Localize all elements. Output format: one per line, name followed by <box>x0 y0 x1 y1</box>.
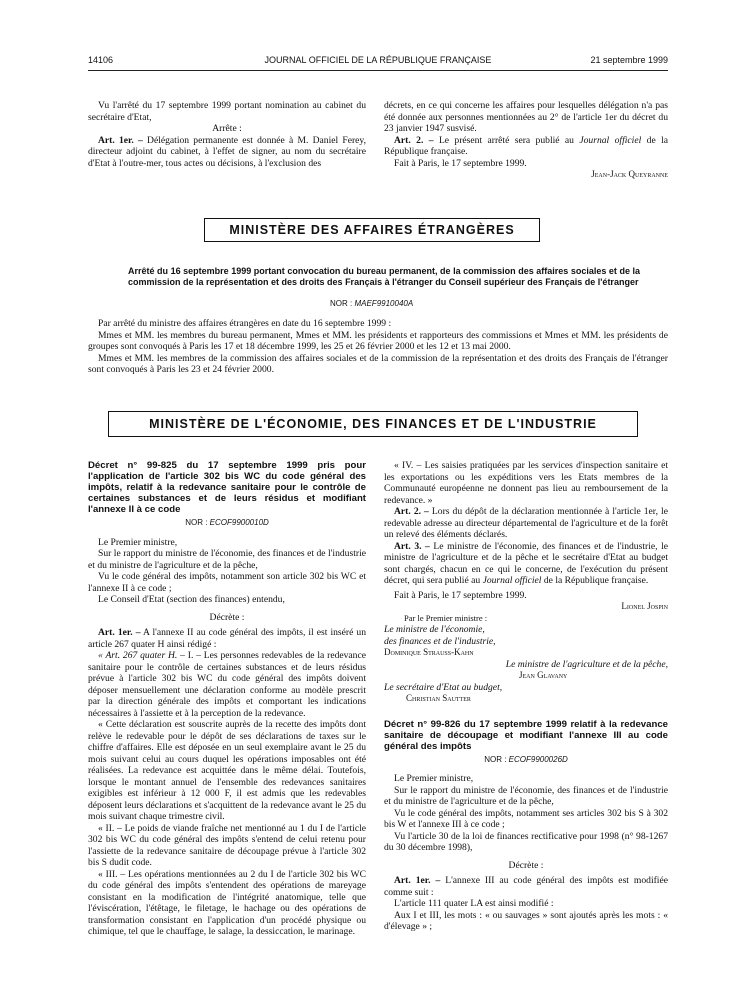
article-text: A l'annexe II au code général des impôts, il est inséré un article 267 quater H ainsi rédigé : <box>88 627 366 650</box>
paragraph: Le Premier ministre, <box>394 773 474 784</box>
article-text: Le présent arrêté sera publié au <box>438 134 574 146</box>
paragraph: Vu le code général des impôts, notamment son article 302 bis WC et l'annexe II à ce code ; <box>88 571 366 594</box>
ministry-heading-box <box>204 218 540 242</box>
top-right-column <box>384 100 668 181</box>
paragraph: Vu le code général des impôts, notamment ses articles 302 bis S à 302 bis W et l'annexe III à ce code ; <box>384 807 668 830</box>
nor-reference <box>384 754 668 766</box>
decret-title: Décret n° 99-825 du 17 septembre 1999 pris pour l'application de l'article 302 bis WC du code général des impôts, relatif à la redevance sanitaire pour le contrôle de certaines substances et de leurs résidus et modifiant l'annexe II à ce code <box>88 460 366 515</box>
nor-label: NOR : <box>484 754 507 764</box>
signature: Christian Sautter <box>406 693 471 703</box>
paragraph: Sur le rapport du ministre de l'économie, des finances et de l'industrie et du ministre de l'agriculture et de la pêche, <box>384 784 668 807</box>
article-text: Délégation permanente est donnée à M. Daniel Ferey, directeur adjoint du cabinet, à l'effet de signer, au nom du secrétaire d'Etat à l'outre-mer, tous actes ou décisions, à l'exclusion des <box>88 134 366 169</box>
decret-continued-column <box>384 460 668 933</box>
minister-title: des finances et de l'industrie, <box>384 635 496 647</box>
journal-name: Journal officiel <box>482 575 542 586</box>
signature: Lionel Jospin <box>621 601 668 611</box>
article-text-end: de la République française. <box>384 134 669 157</box>
par-premier-ministre: Par le Premier ministre : <box>404 612 488 623</box>
article-text: L'annexe III au code général des impôts est modifiée comme suit : <box>384 875 668 898</box>
nor-reference <box>88 517 366 529</box>
article-1-paragraph <box>88 627 366 650</box>
article-label: Art. 1er. – <box>98 627 141 638</box>
decrete-heading: Décrète : <box>508 859 544 871</box>
nor-label: NOR : <box>330 299 353 308</box>
article-text-end: de la République française. <box>543 575 649 586</box>
ministry1-body <box>88 318 668 376</box>
article-3-paragraph <box>384 541 668 587</box>
nor-label: NOR : <box>185 518 208 527</box>
quoted-paragraph: « Cette déclaration est souscrite auprès de la recette des impôts dont relève le redevable pour le dépôt de ses déclarations de taxes sur le chiffre d'affaires. Elle est déposée en un seul exemplaire avant le 25 du mois suivant celui au cours duquel les opérations imposables ont été réalisées. La redevance est acquittée dans le même délai. Toutefois, lorsque le montant annuel de l'ensemble des redevances sanitaires exigibles est inférieur à 12 000 F, il est admis que les redevables déposent leurs déclarations et s'acquittent de la redevance avant le 25 du mois suivant chaque trimestre civil. <box>88 719 366 822</box>
signature: Dominique Strauss-Kahn <box>384 647 474 657</box>
paragraph: Par arrêté du ministre des affaires étrangères en date du 16 septembre 1999 : <box>98 318 392 329</box>
issue-date: 21 septembre 1999 <box>590 55 668 65</box>
journal-title: JOURNAL OFFICIEL DE LA RÉPUBLIQUE FRANÇAISE <box>264 55 492 65</box>
article-label: Art. 1er. – <box>98 134 143 146</box>
article-label: Art. 1er. – <box>394 875 441 886</box>
article-label: Art. 2. – <box>394 506 429 517</box>
paragraph: Mmes et MM. les membres de la commission des affaires sociales et de la commission de la représentation et des droits des Français de l'étranger sont convoqués à Paris les 23 et 24 février 2000. <box>88 352 668 375</box>
paragraph: Vu l'article 30 de la loi de finances rectificative pour 1998 (n° 98-1267 du 30 décembre 1998), <box>384 830 668 853</box>
nor-code: ECOF9900010D <box>209 518 269 527</box>
signature: Jean Glavany <box>519 670 568 680</box>
article-2-paragraph <box>384 135 668 158</box>
paragraph: Aux I et III, les mots : « ou sauvages » sont ajoutés après les mots : « d'élevage » ; <box>384 909 668 932</box>
paragraph: L'article 111 quater LA est ainsi modifié : <box>394 898 554 909</box>
signature: Jean-Jack Queyranne <box>591 169 668 179</box>
article-text: Lors du dépôt de la déclaration mentionnée à l'article 1er, le redevable adresse au directeur départemental de l'agriculture et de la forêt un relevé des éléments déclarés. <box>384 506 668 540</box>
arrete-heading: Arrête : <box>212 123 242 134</box>
quoted-paragraph: « IV. – Les saisies pratiquées par les services d'inspection sanitaire et les exportations ou les expéditions vers les Etats membres de la Communauté européenne ne donnent pas lieu au remboursement de la redevance. » <box>384 460 668 506</box>
top-left-column <box>88 100 366 169</box>
arrete-title: Arrêté du 16 septembre 1999 portant convocation du bureau permanent, de la commission des affaires sociales et de la commission de la représentation et des droits des Français à l'étranger du Conseil supérieur des Français de l'étranger <box>128 266 640 287</box>
fait-a-paris: Fait à Paris, le 17 septembre 1999. <box>394 157 527 169</box>
quoted-text: I. – Les personnes redevables de la redevance sanitaire pour le contrôle de certaines substances et de leurs résidus prévue à l'article 302 bis WC du code général des impôts doivent déposer mensuellement une déclaration conforme au modèle prescrit par la direction générale des impôts et comportant les indications nécessaires à l'assiette et à la perception de la redevance. <box>88 650 366 719</box>
journal-name: Journal officiel <box>579 134 642 146</box>
decrete-heading: Décrète : <box>209 611 245 623</box>
quoted-paragraph: « III. – Les opérations mentionnées au 2 du I de l'article 302 bis WC du code général des impôts s'entendent des opérations de mareyage consistant en la modification de l'intégrité anatomique, telle que l'éviscération, l'étêtage, le filetage, le hachage ou des opérations de transformation consistant en l'application d'un procédé physique ou chimique, tel que le chauffage, le salage, la dessiccation, le marinage. <box>88 868 366 937</box>
minister-title: Le ministre de l'économie, <box>384 624 485 635</box>
paragraph: Sur le rapport du ministre de l'économie, des finances et de l'industrie et du ministre de l'agriculture et de la pêche, <box>88 548 366 571</box>
quoted-article-label: « Art. 267 quater H. – <box>98 650 185 661</box>
paragraph: Mmes et MM. les membres du bureau permanent, Mmes et MM. les présidents et rapporteurs des commissions et Mmes et MM. les présidents de groupes sont convoqués à Paris les 17 et 18 décembre 1999, les 25 et 26 février 2000 et les 12 et 13 mai 2000. <box>88 329 668 352</box>
nor-code: ECOF9900026D <box>508 754 568 764</box>
article-2-paragraph <box>384 506 668 541</box>
continuation-paragraph: décrets, en ce qui concerne les affaires pour lesquelles délégation n'a pas été donnée aux personnes mentionnées au 2° de l'article 1er du décret du 23 janvier 1947 susvisé. <box>384 100 668 134</box>
quoted-paragraph <box>88 650 366 719</box>
vu-paragraph: Vu l'arrêté du 17 septembre 1999 portant nomination au cabinet du secrétaire d'Etat, <box>88 100 366 123</box>
fait-a-paris: Fait à Paris, le 17 septembre 1999. <box>394 589 527 601</box>
article-text: Le ministre de l'économie, des finances et de l'industrie, le ministre de l'agriculture et de la pêche et le secrétaire d'Etat au budget sont chargés, chacun en ce qui le concerne, de l'exécution du présent décret, qui sera publié au <box>384 540 668 586</box>
article-1-paragraph <box>88 135 366 170</box>
page-number: 14106 <box>88 55 114 65</box>
quoted-paragraph: « II. – Le poids de viande fraîche net mentionné au 1 du I de l'article 302 bis WC du code général des impôts s'entend de celui retenu pour l'assiette de la redevance sanitaire de découpage prévue à l'article 302 bis S dudit code. <box>88 822 366 868</box>
nor-reference <box>330 299 413 308</box>
decret-title: Décret n° 99-826 du 17 septembre 1999 relatif à la redevance sanitaire de découpage et modifiant l'annexe III au code général des impôts <box>384 718 668 752</box>
ministry-title: MINISTÈRE DES AFFAIRES ÉTRANGÈRES <box>229 223 515 237</box>
ministry-title: MINISTÈRE DE L'ÉCONOMIE, DES FINANCES ET DE L'INDUSTRIE <box>149 417 597 431</box>
paragraph: Le Conseil d'Etat (section des finances) entendu, <box>98 594 285 605</box>
paragraph: Le Premier ministre, <box>98 536 178 548</box>
article-label: Art. 2. – <box>394 134 434 146</box>
page-header <box>88 55 668 69</box>
header-rule <box>88 70 668 71</box>
decret-1-column <box>88 460 366 938</box>
nor-code: MAEF9910040A <box>354 299 414 308</box>
article-1-paragraph <box>384 875 668 898</box>
minister-title: Le ministre de l'agriculture et de la pêche, <box>505 658 668 670</box>
minister-title: Le secrétaire d'Etat au budget, <box>384 681 503 693</box>
article-label: Art. 3. – <box>394 540 430 552</box>
ministry-heading-box <box>108 411 638 437</box>
